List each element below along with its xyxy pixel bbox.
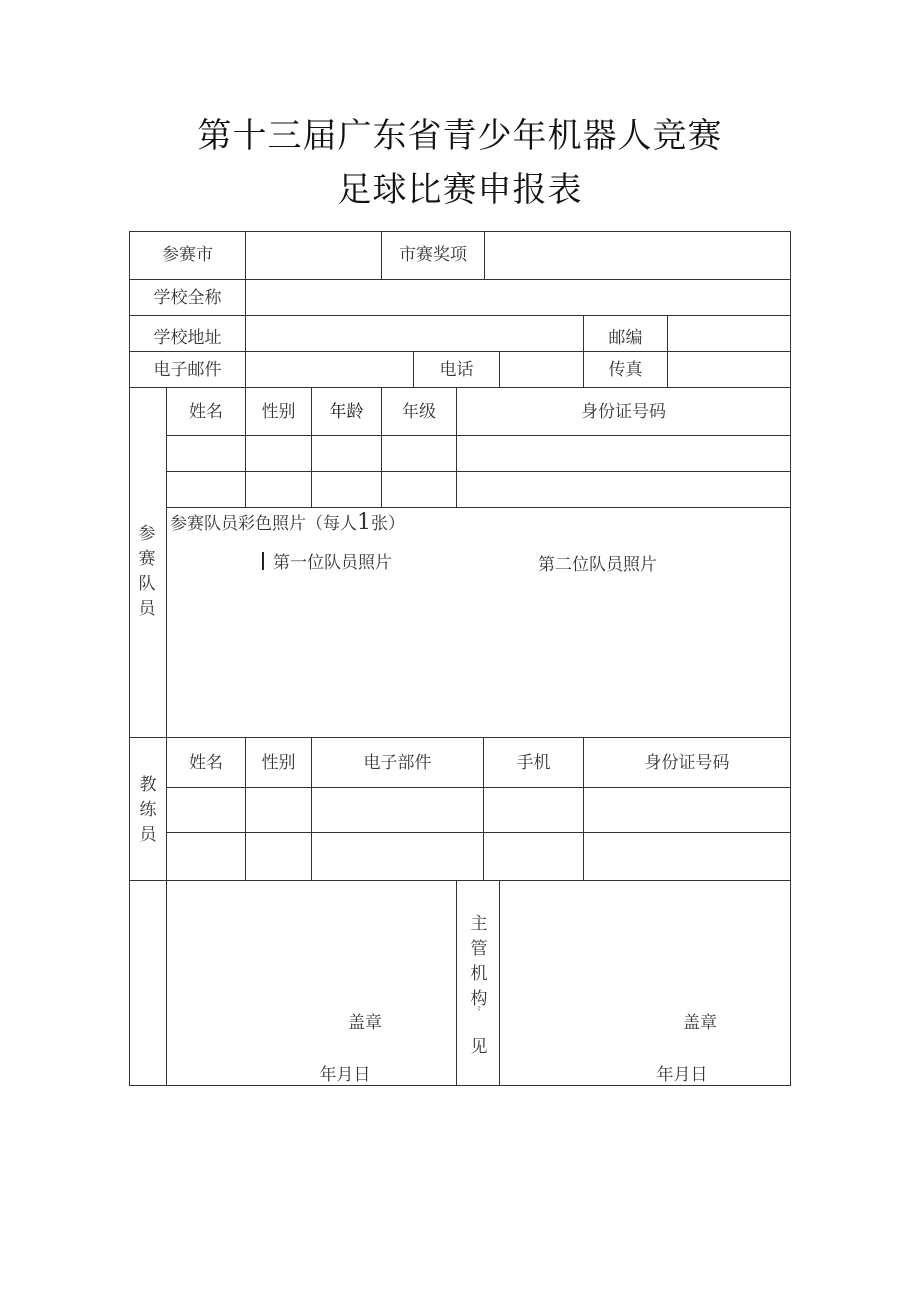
coach-header-gender: 性别 <box>261 753 296 773</box>
player-header-name: 姓名 <box>189 402 223 422</box>
photo-2-label: 第二位队员照片 <box>538 555 657 575</box>
photo-caption-suffix: 张） <box>371 514 405 534</box>
row-divider <box>129 315 791 316</box>
column-divider <box>484 231 485 279</box>
authority-label: 主管机构 <box>470 914 488 1009</box>
school-address-label: 学校地址 <box>153 328 222 348</box>
table-border-bottom <box>129 1085 791 1086</box>
authority-label-smudge: ⺀ <box>474 1006 484 1017</box>
row-divider <box>166 787 791 788</box>
fax-label: 传真 <box>608 360 643 380</box>
form-title-line-2: 足球比赛申报表 <box>337 170 583 210</box>
form-title-line-1: 第十三届广东省青少年机器人竞赛 <box>197 116 723 156</box>
school-name-label: 学校全称 <box>153 288 222 308</box>
row-divider <box>129 880 791 881</box>
left-date-label: 年月日 <box>319 1065 371 1085</box>
phone-label: 电话 <box>439 360 474 380</box>
row-divider <box>129 351 791 352</box>
table-border-top <box>129 231 791 232</box>
cursor-mark <box>262 552 264 570</box>
right-seal-label: 盖章 <box>683 1013 717 1033</box>
email-label: 电子邮件 <box>153 360 222 380</box>
player-header-id-number: 身份证号码 <box>581 402 666 422</box>
photo-1-label: 第一位队员照片 <box>273 553 392 573</box>
column-divider <box>456 880 457 1085</box>
photo-caption-count: 1 <box>357 510 371 535</box>
players-section-label: 参赛队员 <box>138 524 156 619</box>
authority-label-opinion: 见 <box>470 1037 488 1057</box>
row-divider <box>166 832 791 833</box>
coaches-section-label: 教练员 <box>139 775 157 845</box>
column-divider <box>499 351 500 387</box>
postcode-label: 邮编 <box>608 328 643 348</box>
row-divider <box>129 279 791 280</box>
row-divider <box>166 471 791 472</box>
right-date-label: 年月日 <box>656 1065 708 1085</box>
row-divider <box>129 737 791 738</box>
coach-header-name: 姓名 <box>189 753 223 773</box>
row-divider <box>166 507 791 508</box>
coach-header-email: 电子部件 <box>363 753 432 773</box>
column-divider <box>499 880 500 1085</box>
column-divider <box>245 231 246 387</box>
city-label: 参赛市 <box>162 245 213 265</box>
row-divider <box>129 387 791 388</box>
left-seal-label: 盖章 <box>348 1013 382 1033</box>
player-header-age: 年龄 <box>329 402 364 422</box>
coach-header-id-number: 身份证号码 <box>644 753 730 773</box>
player-header-grade: 年级 <box>402 402 436 422</box>
photo-caption-prefix: 参赛队员彩色照片（每人 <box>170 514 357 534</box>
table-border-right <box>790 231 791 1086</box>
column-divider <box>667 315 668 387</box>
row-divider <box>166 435 791 436</box>
city-award-label: 市赛奖项 <box>399 245 467 265</box>
coach-header-mobile: 手机 <box>516 753 551 773</box>
player-header-gender: 性别 <box>261 402 296 422</box>
section-label-divider <box>166 387 167 1086</box>
photo-caption <box>170 510 405 535</box>
